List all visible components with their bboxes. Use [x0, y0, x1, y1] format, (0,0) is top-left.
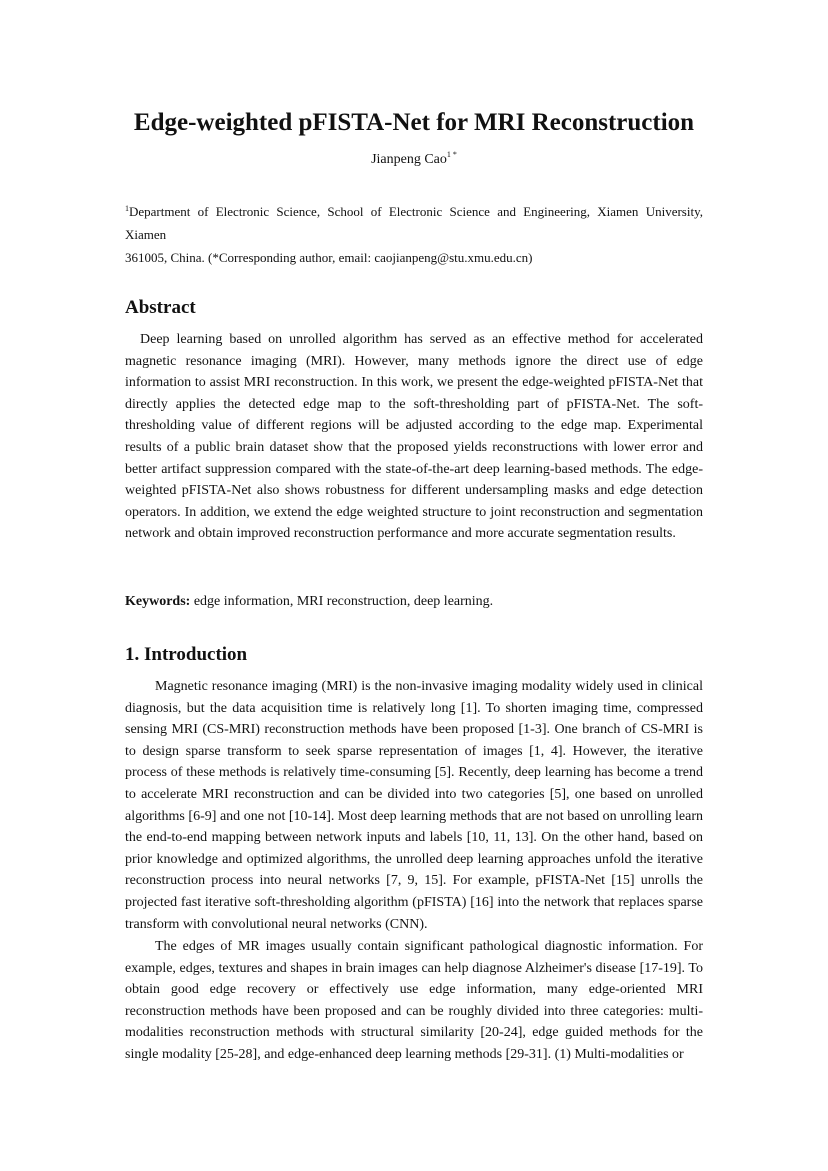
- keywords-text: edge information, MRI reconstruction, deep learning.: [190, 594, 494, 609]
- keywords-label: Keywords:: [125, 594, 191, 609]
- author-line: [0, 150, 828, 170]
- introduction-paragraph-2: The edges of MR images usually contain significant pathological diagnostic information. For example, edges, textures and shapes in brain images can help diagnose Alzheimer's disease [17-19]. To obtain good edge recovery or effectively use edge information, many edge-oriented MRI reconstruction methods have been proposed and can be roughly divided into three categories: multi-modalities reconstruction methods with structural similarity [20-24], edge guided methods for the single modality [25-28], and edge-enhanced deep learning methods [29-31]. (1) Multi-modalities or: [125, 939, 703, 1062]
- introduction-heading: 1. Introduction: [125, 644, 248, 665]
- affiliation-block: [125, 200, 703, 269]
- introduction-paragraph-1: Magnetic resonance imaging (MRI) is the non-invasive imaging modality widely used in clinical diagnosis, but the data acquisition time is relatively long [1]. To shorten imaging time, compressed sensing MRI (CS-MRI) reconstruction methods have been proposed [1-3]. One branch of CS-MRI is to design sparse transform to seek sparse representation of images [1, 4]. However, the iterative process of these methods is relatively time-consuming [5]. Recently, deep learning has become a trend to accelerate MRI reconstruction and can be divided into two categories [5], one based on unrolled algorithms [6-9] and one not [10-14]. Most deep learning methods that are not based on unrolling learn the end-to-end mapping between network inputs and labels [10, 11, 13]. On the other hand, based on prior knowledge and optimized algorithms, the unrolled deep learning approaches unfold the iterative reconstruction process into neural networks [7, 9, 15]. For example, pFISTA-Net [15] unrolls the projected fast iterative soft-thresholding algorithm (pFISTA) [16] into the network that replaces sparse transform with convolutional neural networks (CNN).: [125, 679, 703, 932]
- paper-title: Edge-weighted pFISTA-Net for MRI Reconstruction: [133, 109, 695, 136]
- affiliation-mark: 1: [125, 204, 129, 213]
- keywords-line: [125, 591, 493, 612]
- affiliation-line-1: [125, 200, 703, 246]
- affiliation-line-2: 361005, China. (*Corresponding author, email: caojianpeng@stu.xmu.edu.cn): [125, 250, 533, 265]
- affiliation-line-1-text: Department of Electronic Science, School of Electronic Science and Engineering, Xiamen University, Xiamen: [125, 204, 703, 242]
- author-name: Jianpeng Cao: [371, 152, 447, 167]
- abstract-heading: Abstract: [125, 297, 196, 318]
- abstract-text: Deep learning based on unrolled algorithm has served as an effective method for accelerated magnetic resonance imaging (MRI). However, many methods ignore the direct use of edge information to assist MRI reconstruction. In this work, we present the edge-weighted pFISTA-Net that directly applies the detected edge map to the soft-thresholding part of pFISTA-Net. The soft-thresholding value of different regions will be adjusted according to the edge map. Experimental results of a public brain dataset show that the proposed yields reconstructions with lower error and better artifact suppression compared with the state-of-the-art deep learning-based methods. The edge-weighted pFISTA-Net also shows robustness for different undersampling masks and edge detection operators. In addition, we extend the edge weighted structure to joint reconstruction and segmentation network and obtain improved reconstruction performance and more accurate segmentation results.: [125, 332, 703, 542]
- author-affiliation-mark: 1 *: [446, 150, 457, 159]
